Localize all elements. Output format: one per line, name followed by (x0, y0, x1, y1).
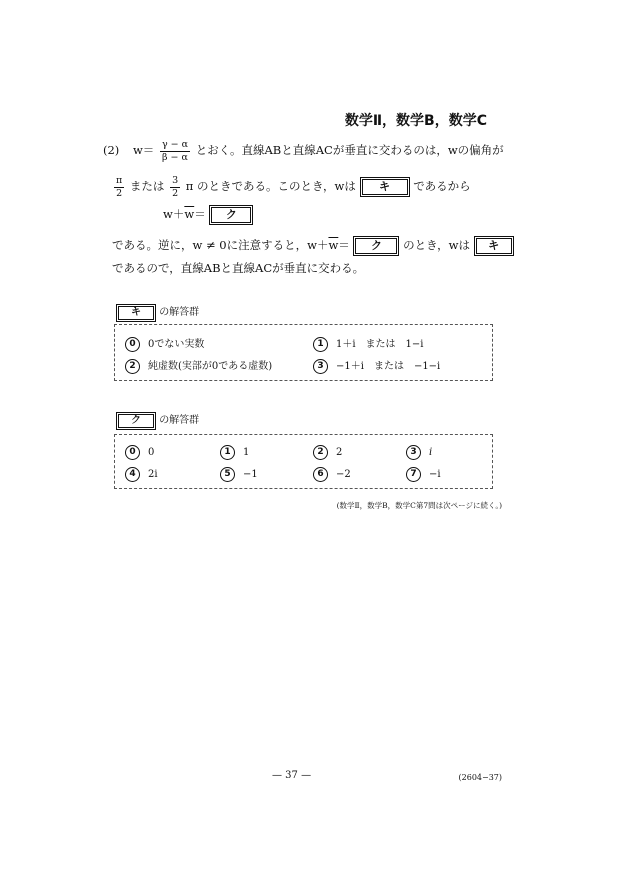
circle-number-icon: 3 (406, 445, 421, 460)
circle-number-icon: 6 (313, 467, 328, 482)
pi-denominator: 2 (116, 187, 123, 199)
fraction-numerator: γ − α (161, 139, 189, 150)
ki-option-3[interactable] (313, 357, 440, 374)
circle-number-icon: 5 (220, 467, 235, 482)
problem-number: (2) (103, 143, 120, 157)
line1-text: とおく。直線ABと直線ACが垂直に交わるのは，wの偏角が (195, 143, 504, 157)
problem-line-3 (163, 205, 253, 225)
problem-line-1 (103, 140, 504, 162)
line4-eq: ＝ (338, 238, 350, 252)
circle-number-icon: 7 (406, 467, 421, 482)
option-text: 0でない実数 (148, 339, 205, 350)
ku-option-4[interactable] (125, 467, 158, 482)
pi-numerator: π (116, 175, 123, 186)
line4-text-a: である。逆に，w ≠ 0に注意すると，w＋ (112, 238, 329, 252)
line2-end: であるから (413, 179, 471, 193)
ku-option-1[interactable] (220, 445, 249, 460)
ku-group-label (116, 411, 199, 430)
page-code: (2604−37) (458, 773, 502, 782)
option-text: −1 (243, 469, 258, 480)
three-denominator: 2 (172, 187, 179, 199)
option-text: 1 (243, 447, 250, 458)
ki-option-0[interactable] (125, 335, 204, 352)
pi-over-2 (114, 176, 124, 198)
answer-box-ki[interactable] (360, 177, 410, 197)
three-over-2 (170, 176, 180, 198)
option-text: 2i (148, 469, 158, 480)
w-equals: w＝ (132, 143, 155, 157)
w-conjugate-2: $\overline{w}$ (328, 238, 339, 252)
ku-label-box-text: ク (118, 414, 154, 428)
circle-number-icon: 0 (125, 445, 140, 460)
circle-number-icon: 2 (125, 359, 140, 374)
ki-option-2[interactable] (125, 357, 272, 374)
w-fraction (160, 140, 190, 162)
ku-label-box (116, 412, 156, 430)
option-text: 1＋i または 1−i (336, 339, 424, 350)
three-numerator: 3 (172, 175, 179, 186)
problem-line-2 (112, 176, 471, 198)
option-text: −i (429, 469, 441, 480)
option-text: 0 (148, 447, 155, 458)
ku-option-2[interactable] (313, 445, 342, 460)
ki-label-box-text: キ (118, 306, 154, 320)
answer-box-ki-2[interactable] (474, 236, 514, 256)
option-text: −2 (336, 469, 351, 480)
w-conjugate: $\overline{w}$ (184, 207, 195, 221)
ki-group-label (116, 303, 199, 322)
ku-option-7[interactable] (406, 467, 441, 482)
ki-group-suffix: の解答群 (159, 307, 200, 318)
continue-note: (数学Ⅱ，数学B，数学C第7問は次ページに続く。) (336, 501, 502, 510)
ku-option-5[interactable] (220, 467, 258, 482)
line3-eq: ＝ (194, 207, 206, 221)
problem-line-5: であるので，直線ABと直線ACが垂直に交わる。 (112, 261, 365, 275)
problem-line-4 (112, 236, 514, 256)
ku-option-0[interactable] (125, 445, 154, 460)
ki-label-box (116, 304, 156, 322)
circle-number-icon: 2 (313, 445, 328, 460)
circle-number-icon: 4 (125, 467, 140, 482)
answer-box-ku-2-label: ク (355, 238, 397, 254)
option-text: i (429, 447, 433, 458)
ku-option-6[interactable] (313, 467, 351, 482)
circle-number-icon: 0 (125, 337, 140, 352)
answer-box-ku-2[interactable] (353, 236, 399, 256)
ki-option-1[interactable] (313, 335, 424, 352)
or-text: または (129, 179, 165, 193)
page-number: — 37 — (272, 770, 312, 781)
ki-choices-box (114, 324, 493, 381)
option-text: 純虚数(実部が0である虚数) (148, 361, 273, 372)
circle-number-icon: 1 (313, 337, 328, 352)
circle-number-icon: 1 (220, 445, 235, 460)
page-header: 数学Ⅱ，数学B，数学C (344, 113, 487, 129)
ku-option-3[interactable] (406, 445, 432, 460)
answer-box-ki-2-label: キ (476, 238, 512, 254)
answer-box-ki-label: キ (362, 179, 408, 195)
ku-choices-box (114, 434, 493, 489)
option-text: 2 (336, 447, 343, 458)
ku-group-suffix: の解答群 (159, 415, 200, 426)
fraction-denominator: β − α (162, 151, 188, 163)
line3-lhs: w＋ (163, 207, 185, 221)
line4-text-b: のとき，wは (403, 238, 470, 252)
option-text: −1＋i または −1−i (336, 361, 441, 372)
line2-text: π のときである。このとき，wは (185, 179, 356, 193)
circle-number-icon: 3 (313, 359, 328, 374)
answer-box-ku-label: ク (211, 207, 251, 223)
answer-box-ku[interactable] (209, 205, 253, 225)
